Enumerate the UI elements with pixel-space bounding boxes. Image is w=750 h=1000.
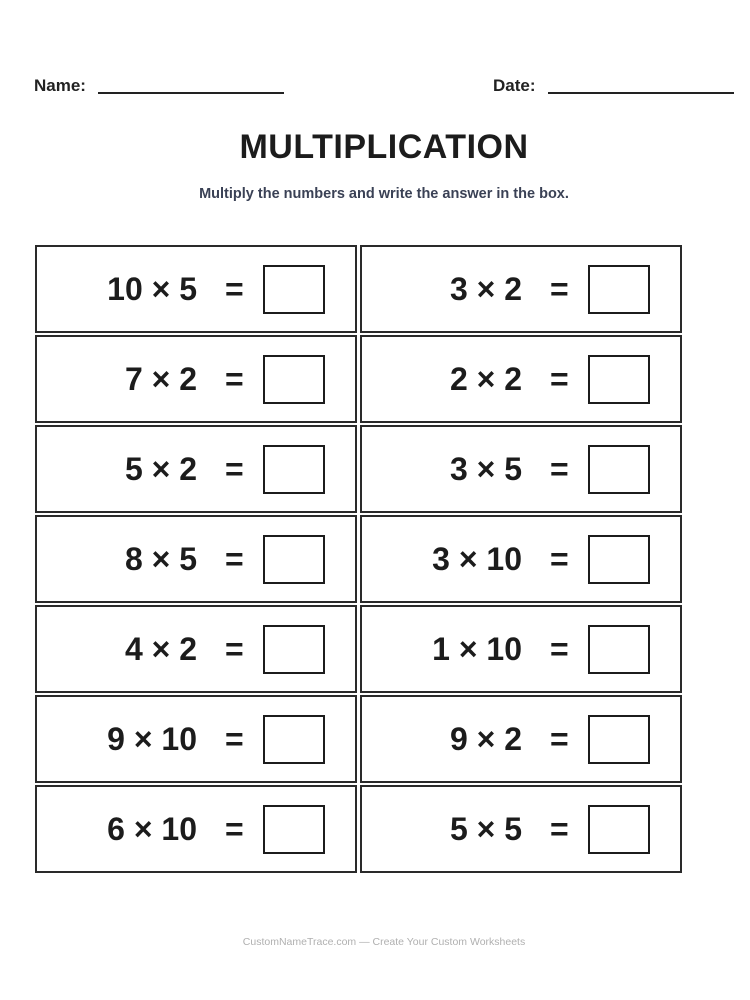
problem-expression: 2 × 2 — [449, 361, 522, 397]
problem-expression: 8 × 5 — [124, 541, 197, 577]
answer-box[interactable] — [263, 535, 325, 584]
problem-expression: 1 × 10 — [432, 631, 522, 667]
problem-card — [35, 515, 357, 603]
problem-expression: 4 × 2 — [124, 631, 197, 667]
answer-box[interactable] — [588, 355, 650, 404]
answer-box[interactable] — [263, 265, 325, 314]
problem-card — [360, 695, 682, 783]
problem-expression: 3 × 5 — [449, 451, 522, 487]
answer-box[interactable] — [588, 715, 650, 764]
problem-expression: 5 × 2 — [124, 451, 197, 487]
instructions: Multiply the numbers and write the answer in the box. — [199, 186, 569, 202]
footer-credit: CustomNameTrace.com — Create Your Custom Worksheets — [242, 936, 526, 948]
problem-expression: 3 × 10 — [432, 541, 522, 577]
equals-sign: = — [225, 631, 244, 667]
date-line[interactable] — [548, 92, 734, 94]
problem-expression: 9 × 10 — [107, 721, 197, 757]
name-line[interactable] — [98, 92, 284, 94]
equals-sign: = — [225, 721, 244, 757]
date-field — [493, 76, 734, 96]
answer-box[interactable] — [588, 445, 650, 494]
equals-sign: = — [225, 451, 244, 487]
problem-expression: 3 × 2 — [449, 271, 522, 307]
problem-grid — [35, 245, 682, 873]
equals-sign: = — [550, 631, 569, 667]
equals-sign: = — [550, 361, 569, 397]
answer-box[interactable] — [588, 625, 650, 674]
equals-sign: = — [550, 541, 569, 577]
answer-box[interactable] — [263, 805, 325, 854]
page-title: MULTIPLICATION — [239, 128, 529, 166]
problem-card — [360, 335, 682, 423]
problem-expression: 10 × 5 — [107, 271, 197, 307]
answer-box[interactable] — [263, 355, 325, 404]
problem-card — [360, 425, 682, 513]
problem-card — [35, 785, 357, 873]
problem-card — [360, 515, 682, 603]
problem-card — [35, 695, 357, 783]
equals-sign: = — [225, 811, 244, 847]
answer-box[interactable] — [588, 535, 650, 584]
equals-sign: = — [225, 541, 244, 577]
equals-sign: = — [550, 451, 569, 487]
answer-box[interactable] — [263, 445, 325, 494]
problem-card — [35, 245, 357, 333]
equals-sign: = — [225, 271, 244, 307]
equals-sign: = — [225, 361, 244, 397]
problem-expression: 7 × 2 — [124, 361, 197, 397]
answer-box[interactable] — [263, 625, 325, 674]
problem-card — [35, 425, 357, 513]
answer-box[interactable] — [263, 715, 325, 764]
equals-sign: = — [550, 721, 569, 757]
problem-card — [360, 245, 682, 333]
name-field — [34, 76, 284, 96]
date-label: Date: — [493, 76, 536, 95]
answer-box[interactable] — [588, 805, 650, 854]
problem-expression: 6 × 10 — [107, 811, 197, 847]
problem-expression: 9 × 2 — [449, 721, 522, 757]
problem-card — [35, 335, 357, 423]
problem-card — [35, 605, 357, 693]
equals-sign: = — [550, 271, 569, 307]
problem-card — [360, 605, 682, 693]
name-label: Name: — [34, 76, 86, 95]
equals-sign: = — [550, 811, 569, 847]
problem-expression: 5 × 5 — [449, 811, 522, 847]
problem-card — [360, 785, 682, 873]
answer-box[interactable] — [588, 265, 650, 314]
